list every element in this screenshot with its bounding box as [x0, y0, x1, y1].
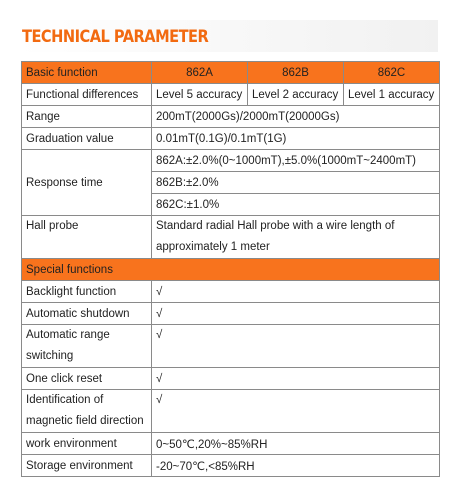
- table-row: [22, 368, 440, 390]
- row-value: 862C:±1.0%: [152, 194, 440, 216]
- row-value: -20~70℃,<85%RH: [152, 455, 440, 477]
- row-value: √: [152, 281, 440, 303]
- value-862c: Level 1 accuracy: [344, 84, 440, 106]
- table-row: [22, 150, 440, 172]
- row-value: 0~50℃,20%~85%RH: [152, 433, 440, 455]
- table-row: [22, 390, 440, 433]
- row-label: Graduation value: [22, 128, 152, 150]
- table-row: [22, 216, 440, 259]
- row-value: √: [152, 368, 440, 390]
- row-value: Standard radial Hall probe with a wire length of approximately 1 meter: [152, 216, 440, 259]
- row-label: Backlight function: [22, 281, 152, 303]
- table-row: [22, 84, 440, 106]
- row-label: Automatic shutdown: [22, 303, 152, 325]
- value-862a: Level 5 accuracy: [152, 84, 248, 106]
- row-value: √: [152, 390, 440, 433]
- row-value: √: [152, 325, 440, 368]
- value-862b: Level 2 accuracy: [248, 84, 344, 106]
- table-row: [22, 433, 440, 455]
- header-basic-function: Basic function: [22, 62, 152, 84]
- table-row: [22, 303, 440, 325]
- row-label: Automatic range switching: [22, 325, 152, 368]
- model-862c: 862C: [344, 62, 440, 84]
- row-label: Response time: [22, 150, 152, 216]
- row-label: work environment: [22, 433, 152, 455]
- table-row: [22, 455, 440, 477]
- spec-table: [21, 61, 440, 477]
- row-label: Storage environment: [22, 455, 152, 477]
- row-value: 0.01mT(0.1G)/0.1mT(1G): [152, 128, 440, 150]
- row-value: 862B:±2.0%: [152, 172, 440, 194]
- page-title: TECHNICAL PARAMETER: [22, 27, 209, 47]
- table-row: [22, 281, 440, 303]
- table-header-row: [22, 62, 440, 84]
- row-label: Hall probe: [22, 216, 152, 259]
- row-label: One click reset: [22, 368, 152, 390]
- model-862b: 862B: [248, 62, 344, 84]
- section-header-row: [22, 259, 440, 281]
- row-value: 862A:±2.0%(0~1000mT),±5.0%(1000mT~2400mT): [152, 150, 440, 172]
- section-special-functions: Special functions: [22, 259, 440, 281]
- model-862a: 862A: [152, 62, 248, 84]
- row-label: Functional differences: [22, 84, 152, 106]
- row-value: √: [152, 303, 440, 325]
- table-row: [22, 106, 440, 128]
- row-label: Range: [22, 106, 152, 128]
- row-value: 200mT(2000Gs)/2000mT(20000Gs): [152, 106, 440, 128]
- row-label: Identification of magnetic field direction: [22, 390, 152, 433]
- table-row: [22, 128, 440, 150]
- table-row: [22, 325, 440, 368]
